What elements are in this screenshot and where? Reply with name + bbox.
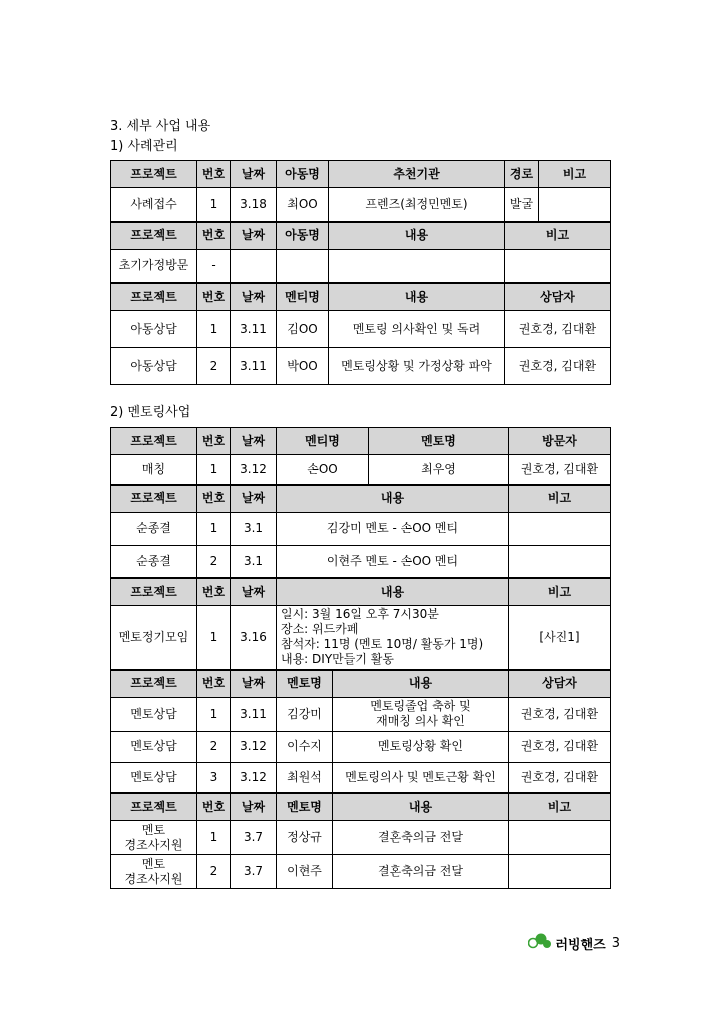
table-row: [111, 545, 611, 578]
project-line: 경조사지원: [124, 837, 183, 852]
header-cell: 비고: [509, 793, 611, 821]
cell-date: 3.1: [231, 512, 277, 545]
cell-note: [539, 188, 611, 222]
cell-date: 3.12: [231, 731, 277, 762]
cell-project: 아동상담: [111, 311, 197, 348]
cell-content: 멘토링 의사확인 및 독려: [329, 311, 505, 348]
header-cell: 방문자: [509, 428, 611, 455]
header-cell: 비고: [505, 222, 611, 250]
header-cell: 날짜: [231, 485, 277, 513]
cell-project: 사례접수: [111, 188, 197, 222]
header-cell: 상담자: [505, 283, 611, 311]
cell-date: 3.12: [231, 455, 277, 485]
cell-note: [509, 855, 611, 889]
header-cell: 프로젝트: [111, 283, 197, 311]
table-row: [111, 188, 611, 222]
cell-mentor-name: 이수지: [277, 731, 333, 762]
header-cell: 날짜: [231, 793, 277, 821]
cell-content: [329, 249, 505, 283]
header-cell: 프로젝트: [111, 793, 197, 821]
table-row: [111, 731, 611, 762]
header-cell: 내용: [277, 485, 509, 513]
cell-content: 결혼축의금 전달: [333, 821, 509, 855]
cell-mentee-name: 김OO: [277, 311, 329, 348]
page-number: 3: [611, 935, 620, 951]
header-cell: 아동명: [277, 222, 329, 250]
cell-number: 2: [197, 731, 231, 762]
header-cell: 번호: [197, 283, 231, 311]
content-line: 재매칭 의사 확인: [376, 714, 465, 728]
page-footer: [528, 933, 620, 953]
cell-mentor-name: 김강미: [277, 697, 333, 731]
header-cell: 경로: [505, 161, 539, 188]
cell-mentee-name: 손OO: [277, 455, 369, 485]
cell-project: 멘토상담: [111, 731, 197, 762]
header-cell: 내용: [329, 222, 505, 250]
cell-number: 1: [197, 697, 231, 731]
cell-mentor-name: 정상규: [277, 821, 333, 855]
header-cell: 날짜: [231, 578, 277, 606]
cell-content: 멘토링상황 확인: [333, 731, 509, 762]
cell-number: 1: [197, 188, 231, 222]
cell-counselor: 권호경, 김대환: [505, 348, 611, 385]
cell-date: 3.1: [231, 545, 277, 578]
meeting-attendees-line: 참석자: 11명 (멘토 10명/ 활동가 1명): [281, 637, 484, 652]
meeting-activity-line: 내용: DIY만들기 활동: [281, 652, 394, 667]
logo-text: 러빙핸즈: [555, 937, 606, 953]
header-cell: 날짜: [231, 161, 277, 188]
meeting-place-line: 장소: 위드카페: [281, 622, 359, 637]
table-row: [111, 606, 611, 670]
header-cell: 프로젝트: [111, 670, 197, 698]
cell-project: 멘토상담: [111, 762, 197, 793]
cell-project: 매칭: [111, 455, 197, 485]
header-cell: 멘토명: [277, 670, 333, 698]
cell-content: 멘토링의사 및 멘토근황 확인: [333, 762, 509, 793]
cell-content: 멘토링상황 및 가정상황 파악: [329, 348, 505, 385]
cell-mentor-name: 이현주: [277, 855, 333, 889]
cell-date: 3.11: [231, 697, 277, 731]
header-cell: 프로젝트: [111, 161, 197, 188]
header-cell: 날짜: [231, 428, 277, 455]
header-cell: 멘티명: [277, 283, 329, 311]
cell-note: [509, 545, 611, 578]
header-cell: 프로젝트: [111, 578, 197, 606]
header-cell: 멘토명: [277, 793, 333, 821]
cell-content: [277, 606, 509, 670]
cell-child-name: 최OO: [277, 188, 329, 222]
header-cell: 아동명: [277, 161, 329, 188]
green-clover-icon: [528, 932, 552, 954]
cell-project: [111, 821, 197, 855]
cell-referral-agency: 프렌즈(최정민멘토): [329, 188, 505, 222]
header-cell: 프로젝트: [111, 222, 197, 250]
table-row: [111, 855, 611, 889]
cell-counselor: 권호경, 김대환: [509, 762, 611, 793]
project-line: 멘토: [141, 822, 166, 837]
cell-date: 3.18: [231, 188, 277, 222]
header-cell: 번호: [197, 793, 231, 821]
cell-content: 결혼축의금 전달: [333, 855, 509, 889]
table-row: [111, 455, 611, 485]
header-cell: 내용: [329, 283, 505, 311]
header-cell: 내용: [333, 670, 509, 698]
cell-date: 3.11: [231, 311, 277, 348]
cell-child-name: [277, 249, 329, 283]
cell-number: 3: [197, 762, 231, 793]
cell-date: 3.11: [231, 348, 277, 385]
cell-counselor: 권호경, 김대환: [509, 731, 611, 762]
header-cell: 프로젝트: [111, 485, 197, 513]
header-cell: 비고: [509, 578, 611, 606]
project-line: 멘토: [141, 856, 166, 871]
cell-project: 멘토정기모임: [111, 606, 197, 670]
cell-number: 1: [197, 512, 231, 545]
cell-project: 아동상담: [111, 348, 197, 385]
cell-route: 발굴: [505, 188, 539, 222]
mentoring-table: [110, 427, 611, 889]
cell-note: [사진1]: [509, 606, 611, 670]
header-cell: 프로젝트: [111, 428, 197, 455]
cell-number: 1: [197, 311, 231, 348]
header-cell: 내용: [277, 578, 509, 606]
table-row: [111, 762, 611, 793]
cell-note: [509, 512, 611, 545]
cell-number: 1: [197, 821, 231, 855]
cell-mentee-name: 박OO: [277, 348, 329, 385]
table-row: [111, 348, 611, 385]
cell-date: 3.7: [231, 821, 277, 855]
cell-project: 초기가정방문: [111, 249, 197, 283]
header-cell: 번호: [197, 428, 231, 455]
cell-date: [231, 249, 277, 283]
cell-number: 1: [197, 606, 231, 670]
header-cell: 멘토명: [369, 428, 509, 455]
cell-mentor-name: 최원석: [277, 762, 333, 793]
cell-note: [509, 821, 611, 855]
cell-note: [505, 249, 611, 283]
header-cell: 번호: [197, 485, 231, 513]
header-cell: 날짜: [231, 670, 277, 698]
project-line: 경조사지원: [124, 871, 183, 886]
table-row: [111, 249, 611, 283]
header-cell: 멘티명: [277, 428, 369, 455]
cell-project: 멘토상담: [111, 697, 197, 731]
cell-content: 김강미 멘토 - 손OO 멘티: [277, 512, 509, 545]
table-row: [111, 512, 611, 545]
cell-date: 3.7: [231, 855, 277, 889]
meeting-time-line: 일시: 3월 16일 오후 7시30분: [281, 607, 439, 622]
cell-mentor-name: 최우영: [369, 455, 509, 485]
table-row: [111, 697, 611, 731]
case-management-table: [110, 160, 611, 385]
subsection-title-mentoring: 2) 멘토링사업: [110, 405, 191, 420]
cell-number: 2: [197, 545, 231, 578]
header-cell: 번호: [197, 670, 231, 698]
cell-content: [333, 697, 509, 731]
header-cell: 날짜: [231, 283, 277, 311]
content-line: 멘토링졸업 축하 및: [370, 699, 471, 713]
header-cell: 상담자: [509, 670, 611, 698]
cell-counselor: 권호경, 김대환: [509, 697, 611, 731]
cell-date: 3.16: [231, 606, 277, 670]
cell-project: 순종결: [111, 512, 197, 545]
cell-number: 1: [197, 455, 231, 485]
cell-counselor: 권호경, 김대환: [505, 311, 611, 348]
header-cell: 추천기관: [329, 161, 505, 188]
section-title: 3. 세부 사업 내용: [110, 119, 211, 134]
header-cell: 번호: [197, 161, 231, 188]
header-cell: 번호: [197, 222, 231, 250]
cell-project: 순종결: [111, 545, 197, 578]
cell-project: [111, 855, 197, 889]
header-cell: 번호: [197, 578, 231, 606]
header-cell: 날짜: [231, 222, 277, 250]
cell-visitor: 권호경, 김대환: [509, 455, 611, 485]
header-cell: 비고: [509, 485, 611, 513]
cell-number: 2: [197, 348, 231, 385]
table-row: [111, 821, 611, 855]
cell-number: -: [197, 249, 231, 283]
cell-number: 2: [197, 855, 231, 889]
subsection-title-case-management: 1) 사례관리: [110, 139, 178, 154]
table-row: [111, 311, 611, 348]
cell-date: 3.12: [231, 762, 277, 793]
cell-content: 이현주 멘토 - 손OO 멘티: [277, 545, 509, 578]
header-cell: 비고: [539, 161, 611, 188]
header-cell: 내용: [333, 793, 509, 821]
